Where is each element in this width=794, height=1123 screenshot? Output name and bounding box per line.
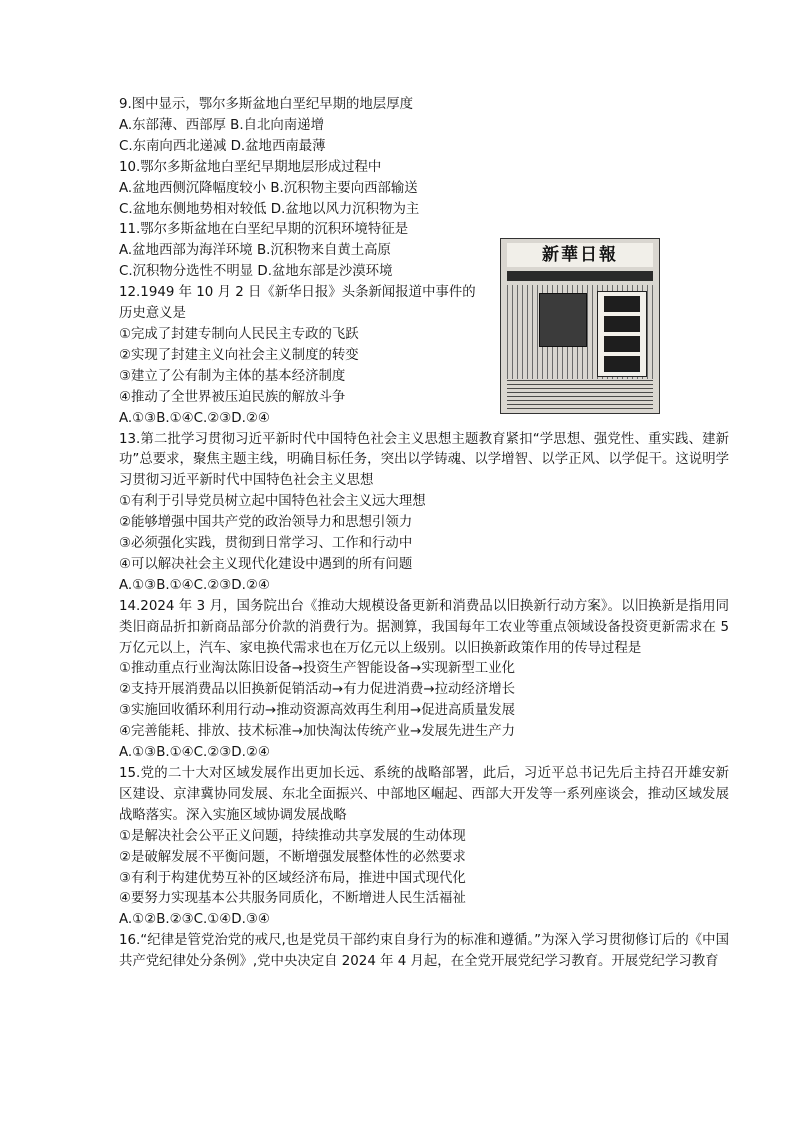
option-3: ③实施回收循环利用行动→推动资源高效再生利用→促进高质量发展 (119, 703, 515, 719)
question-stem: 9.图中显示，鄂尔多斯盆地白垩纪早期的地层厚度 (119, 97, 413, 112)
option-2: ②能够增强中国共产党的政治领导力和思想引领力 (119, 515, 413, 531)
question-stem: 14.2024 年 3 月，国务院出台《推动大规模设备更新和消费品以旧换新行动方案》。以旧换新是指用同类旧商品折扣新商品部分价款的消费行为。据测算，我国每年工农业等重点领域设备投资更新需求在 5 万亿元以上，汽车、家电换代需求也在万亿元以上级别。以旧换新政策作用的传导过程是 (119, 598, 729, 656)
options-ab: A.盆地西侧沉降幅度较小 B.沉积物主要向西部输送 (119, 180, 418, 196)
option-4: ④可以解决社会主义现代化建设中遇到的所有问题 (119, 556, 413, 572)
options-ab: A.东部薄、西部厚 B.自北向南递增 (119, 117, 324, 133)
question-13 (119, 430, 729, 597)
option-1: ①推动重点行业淘汰陈旧设备→投资生产智能设备→实现新型工业化 (119, 661, 515, 677)
option-4: ④推动了全世界被压迫民族的解放斗争 (119, 389, 346, 405)
newspaper-masthead: 新華日報 (507, 243, 653, 267)
answer-choices: A.①③B.①④C.②③D.②④ (119, 410, 270, 426)
question-stem: 13.第二批学习贯彻习近平新时代中国特色社会主义思想主题教育紧扣“学思想、强党性、重实践、建新功”总要求，聚焦主题主线，明确目标任务，突出以学铸魂、以学增智、以学正风、以学促干。这说明学习贯彻习近平新时代中国特色社会主义思想 (119, 431, 729, 489)
question-11 (119, 220, 729, 283)
question-10 (119, 158, 729, 221)
question-12 (119, 283, 729, 429)
option-4: ④要努力实现基本公共服务同质化，不断增进人民生活福祉 (119, 891, 466, 907)
options-cd: C.东南向西北递减 D.盆地西南最薄 (119, 138, 326, 154)
question-stem-line-2: 历史意义是 (119, 306, 186, 322)
question-15 (119, 764, 729, 931)
options-cd: C.盆地东侧地势相对较低 D.盆地以风力沉积物为主 (119, 201, 420, 217)
option-3: ③建立了公有制为主体的基本经济制度 (119, 368, 346, 384)
answer-choices: A.①③B.①④C.②③D.②④ (119, 745, 270, 761)
options-cd: C.沉积物分选性不明显 D.盆地东部是沙漠环境 (119, 264, 393, 280)
answer-choices: A.①②B.②③C.①④D.③④ (119, 912, 270, 928)
option-3: ③必须强化实践，贯彻到日常学习、工作和行动中 (119, 536, 413, 552)
question-14 (119, 597, 729, 764)
question-stem-line-1: 12.1949 年 10 月 2 日《新华日报》头条新闻报道中事件的 (119, 285, 476, 301)
option-2: ②实现了封建主义向社会主义制度的转变 (119, 347, 359, 363)
option-3: ③有利于构建优势互补的区域经济布局，推进中国式现代化 (119, 870, 466, 886)
option-2: ②是破解发展不平衡问题，不断增强发展整体性的必然要求 (119, 849, 466, 865)
option-1: ①有利于引导党员树立起中国特色社会主义远大理想 (119, 494, 426, 510)
exam-page-content (119, 95, 729, 973)
question-stem: 10.鄂尔多斯盆地白垩纪早期地层形成过程中 (119, 159, 382, 175)
question-16 (119, 931, 729, 973)
question-stem: 15.党的二十大对区域发展作出更加长远、系统的战略部署，此后，习近平总书记先后主持召开雄安新区建设、京津冀协同发展、东北全面振兴、中部地区崛起、西部大开发等一系列座谈会，推动区域发展战略落实。深入实施区域协调发展战略 (119, 766, 729, 823)
answer-choices: A.①③B.①④C.②③D.②④ (119, 577, 270, 593)
question-stem: 16.“纪律是管党治党的戒尺,也是党员干部约束自身行为的标准和遵循。”为深入学习贯彻修订后的《中国共产党纪律处分条例》,党中央决定自 2024 年 4 月起，在全党开展党纪学习教育。开展党纪学习教育 (119, 933, 729, 970)
options-ab: A.盆地西部为海洋环境 B.沉积物来自黄土高原 (119, 243, 391, 259)
option-4: ④完善能耗、排放、技术标准→加快淘汰传统产业→发展先进生产力 (119, 724, 515, 740)
option-1: ①完成了封建专制向人民民主专政的飞跃 (119, 326, 359, 342)
option-2: ②支持开展消费品以旧换新促销活动→有力促进消费→拉动经济增长 (119, 682, 515, 698)
option-1: ①是解决社会公平正义问题，持续推动共享发展的生动体现 (119, 828, 466, 844)
question-9 (119, 95, 729, 158)
question-stem: 11.鄂尔多斯盆地在白垩纪早期的沉积环境特征是 (119, 222, 409, 238)
